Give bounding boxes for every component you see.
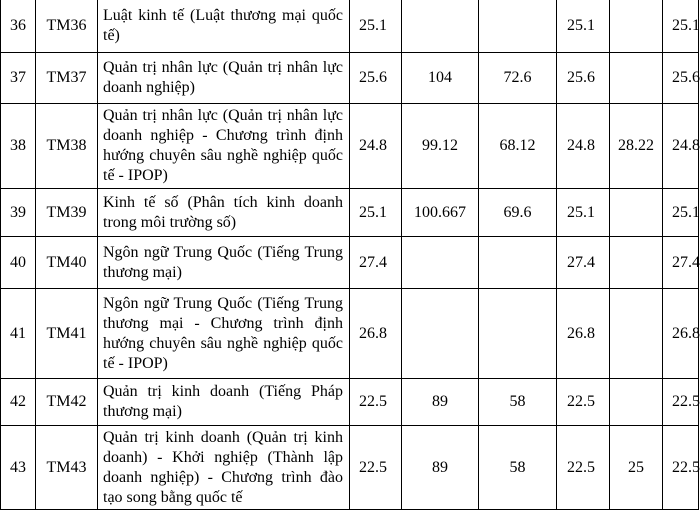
score-cell: 25.6 [663,53,699,104]
major-code-cell: TM40 [36,237,98,289]
score-cell: 27.4 [557,237,610,289]
score-cell [479,0,557,53]
major-code-cell: TM37 [36,53,98,104]
score-cell: 25.1 [350,189,402,237]
score-cell [610,189,663,237]
score-cell [610,289,663,379]
score-cell: 22.5 [557,426,610,510]
major-name-cell [98,53,350,104]
major-name-text: Quản trị nhân lực (Quản trị nhân lực doanh nghiệp) [103,59,343,96]
score-cell [479,237,557,289]
score-cell [610,237,663,289]
score-cell: 24.8 [557,104,610,189]
score-cell: 68.12 [479,104,557,189]
table-row [1,104,699,189]
major-code-cell: TM36 [36,0,98,53]
score-cell [402,0,479,53]
major-code-cell: TM39 [36,189,98,237]
major-name-cell [98,379,350,426]
score-cell [610,0,663,53]
score-cell: 25.6 [557,53,610,104]
major-name-cell [98,104,350,189]
score-cell: 22.5 [350,426,402,510]
row-number-cell: 36 [1,0,36,53]
table-row [1,289,699,379]
major-code-cell: TM43 [36,426,98,510]
score-cell: 99.12 [402,104,479,189]
score-cell: 25.1 [350,0,402,53]
major-name-text: Quản trị nhân lực (Quản trị nhân lực doanh nghiệp - Chương trình định hướng chuyên sâu nghề nghiệp quốc tế - IPOP) [103,107,343,184]
score-cell: 58 [479,379,557,426]
row-number-cell: 38 [1,104,36,189]
score-cell: 25.1 [663,0,699,53]
table-row [1,189,699,237]
major-name-cell [98,426,350,510]
score-cell [402,289,479,379]
table-row [1,53,699,104]
major-name-text: Luật kinh tế (Luật thương mại quốc tế) [103,7,343,44]
score-cell: 24.8 [350,104,402,189]
major-name-cell [98,237,350,289]
score-cell [479,289,557,379]
score-cell: 22.5 [350,379,402,426]
table-row [1,379,699,426]
row-number-cell: 40 [1,237,36,289]
score-cell: 25.1 [557,189,610,237]
table-row [1,237,699,289]
score-cell: 26.8 [663,289,699,379]
major-name-text: Quản trị kinh doanh (Quản trị kinh doanh) - Khởi nghiệp (Thành lập doanh nghiệp) - Chương trình đào tạo song bằng quốc tế [103,428,343,506]
score-cell [402,237,479,289]
major-name-text: Kinh tế số (Phân tích kinh doanh trong môi trường số) [103,193,343,231]
major-name-text: Ngôn ngữ Trung Quốc (Tiếng Trung thương mại - Chương trình định hướng chuyên sâu nghề nghiệp quốc tế - IPOP) [103,294,343,372]
row-number-cell: 37 [1,53,36,104]
score-cell: 25.1 [557,0,610,53]
major-name-cell [98,289,350,379]
score-cell: 100.667 [402,189,479,237]
score-cell: 104 [402,53,479,104]
major-name-cell [98,0,350,53]
score-cell: 72.6 [479,53,557,104]
score-cell [610,379,663,426]
score-cell: 89 [402,379,479,426]
score-cell: 25 [610,426,663,510]
score-cell: 22.5 [663,426,699,510]
major-name-cell [98,189,350,237]
row-number-cell: 43 [1,426,36,510]
score-cell: 58 [479,426,557,510]
table-row [1,0,699,53]
table-row [1,426,699,510]
score-cell: 24.8 [663,104,699,189]
score-cell: 22.5 [663,379,699,426]
score-cell: 26.8 [557,289,610,379]
row-number-cell: 39 [1,189,36,237]
major-code-cell: TM38 [36,104,98,189]
score-cell: 89 [402,426,479,510]
score-cell: 25.1 [663,189,699,237]
score-cell [610,53,663,104]
score-cell: 25.6 [350,53,402,104]
major-code-cell: TM42 [36,379,98,426]
row-number-cell: 42 [1,379,36,426]
score-cell: 22.5 [557,379,610,426]
score-cell: 27.4 [350,237,402,289]
score-cell: 69.6 [479,189,557,237]
major-name-text: Ngôn ngữ Trung Quốc (Tiếng Trung thương mại) [103,243,343,281]
score-cell: 26.8 [350,289,402,379]
score-cell: 27.4 [663,237,699,289]
score-cell: 28.22 [610,104,663,189]
major-name-text: Quản trị kinh doanh (Tiếng Pháp thương mại) [103,383,343,420]
row-number-cell: 41 [1,289,36,379]
major-code-cell: TM41 [36,289,98,379]
